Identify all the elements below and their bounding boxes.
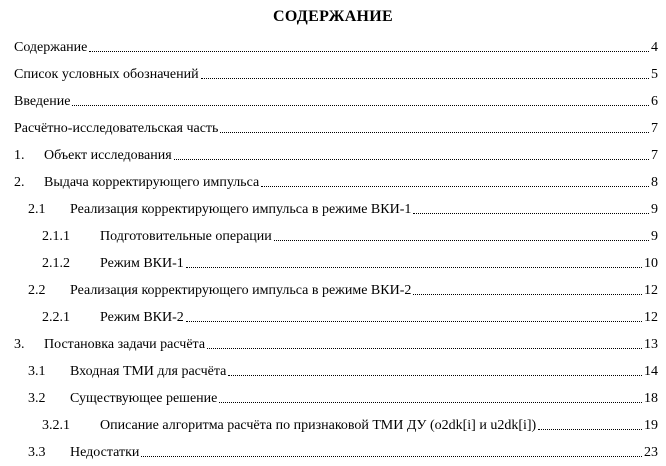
toc-entry-3-2-1[interactable] (0, 414, 666, 434)
toc-entry-text: Подготовительные операции (100, 229, 272, 244)
toc-entry-number: 1. (14, 148, 25, 163)
toc-entry-text: Реализация корректирующего импульса в режиме ВКИ-1 (70, 202, 412, 217)
dot-leader (228, 374, 642, 376)
toc-entry-number: 3. (14, 337, 25, 352)
toc-entry-research-part[interactable] (0, 117, 666, 137)
dot-leader (174, 158, 649, 160)
dot-leader (413, 293, 642, 295)
toc-entry-text: Режим ВКИ-2 (100, 310, 184, 325)
dot-leader (186, 266, 642, 268)
toc-entry-2-1-2[interactable] (0, 252, 666, 272)
toc-entry-number: 2.2 (28, 283, 46, 298)
toc-page-number: 8 (651, 175, 658, 190)
dot-leader (261, 185, 649, 187)
toc-entry-text: Режим ВКИ-1 (100, 256, 184, 271)
dot-leader (207, 347, 642, 349)
toc-entry-number: 2.1 (28, 202, 46, 217)
toc-entry-number: 3.2.1 (42, 418, 70, 433)
toc-page-number: 6 (651, 94, 658, 109)
toc-page-number: 10 (644, 256, 658, 271)
toc-page-number: 19 (644, 418, 658, 433)
toc-entry-abbreviations[interactable] (0, 63, 666, 83)
toc-entry-3-2[interactable] (0, 387, 666, 407)
toc-entry-2-2-1[interactable] (0, 306, 666, 326)
toc-entry-text: Постановка задачи расчёта (44, 337, 206, 352)
toc-page-number: 5 (651, 67, 658, 82)
toc-page-number: 12 (644, 283, 658, 298)
toc-entry-contents[interactable] (0, 36, 666, 56)
toc-entry-number: 2. (14, 175, 25, 190)
toc-entry-text: Список условных обозначений (14, 67, 199, 82)
dot-leader (186, 320, 642, 322)
toc-page-number: 9 (651, 229, 658, 244)
toc-entry-text: Объект исследования (44, 148, 172, 163)
toc-entry-number: 2.1.2 (42, 256, 70, 271)
toc-entry-3-1[interactable] (0, 360, 666, 380)
dot-leader (89, 50, 649, 52)
toc-entry-2-2[interactable] (0, 279, 666, 299)
dot-leader (538, 428, 642, 430)
toc-page-number: 7 (651, 148, 658, 163)
toc-entry-number: 2.1.1 (42, 229, 70, 244)
toc-entry-text: Существующее решение (70, 391, 218, 406)
page-title: СОДЕРЖАНИЕ (272, 8, 394, 25)
toc-entry-number: 3.1 (28, 364, 46, 379)
dot-leader (201, 77, 649, 79)
toc-page-number: 18 (644, 391, 658, 406)
toc-page-number: 7 (651, 121, 658, 136)
toc-entry-text: Содержание (14, 40, 88, 55)
dot-leader (274, 239, 649, 241)
toc-entry-number: 3.3 (28, 445, 46, 460)
toc-entry-text: Недостатки (70, 445, 140, 460)
dot-leader (141, 455, 642, 457)
toc-page-number: 9 (651, 202, 658, 217)
toc-entry-text: Введение (14, 94, 71, 109)
toc-page-number: 14 (644, 364, 658, 379)
dot-leader (220, 131, 649, 133)
toc-page-number: 13 (644, 337, 658, 352)
toc-page-number: 4 (651, 40, 658, 55)
toc-page-number: 12 (644, 310, 658, 325)
toc-entry-number: 3.2 (28, 391, 46, 406)
toc-entry-introduction[interactable] (0, 90, 666, 110)
toc-entry-2-1[interactable] (0, 198, 666, 218)
toc-entry-number: 2.2.1 (42, 310, 70, 325)
dot-leader (219, 401, 642, 403)
toc-entry-text: Входная ТМИ для расчёта (70, 364, 227, 379)
toc-entry-2-1-1[interactable] (0, 225, 666, 245)
toc-entry-text: Расчётно-исследовательская часть (14, 121, 219, 136)
toc-page-number: 23 (644, 445, 658, 460)
toc-entry-text: Реализация корректирующего импульса в режиме ВКИ-2 (70, 283, 412, 298)
dot-leader (413, 212, 649, 214)
toc-entry-1[interactable] (0, 144, 666, 164)
toc-entry-3-3[interactable] (0, 441, 666, 461)
toc-entry-2[interactable] (0, 171, 666, 191)
toc-entry-text: Выдача корректирующего импульса (44, 175, 260, 190)
dot-leader (72, 104, 649, 106)
toc-entry-3[interactable] (0, 333, 666, 353)
toc-entry-text: Описание алгоритма расчёта по признаковой ТМИ ДУ (o2dk[i] и u2dk[i]) (100, 418, 537, 433)
